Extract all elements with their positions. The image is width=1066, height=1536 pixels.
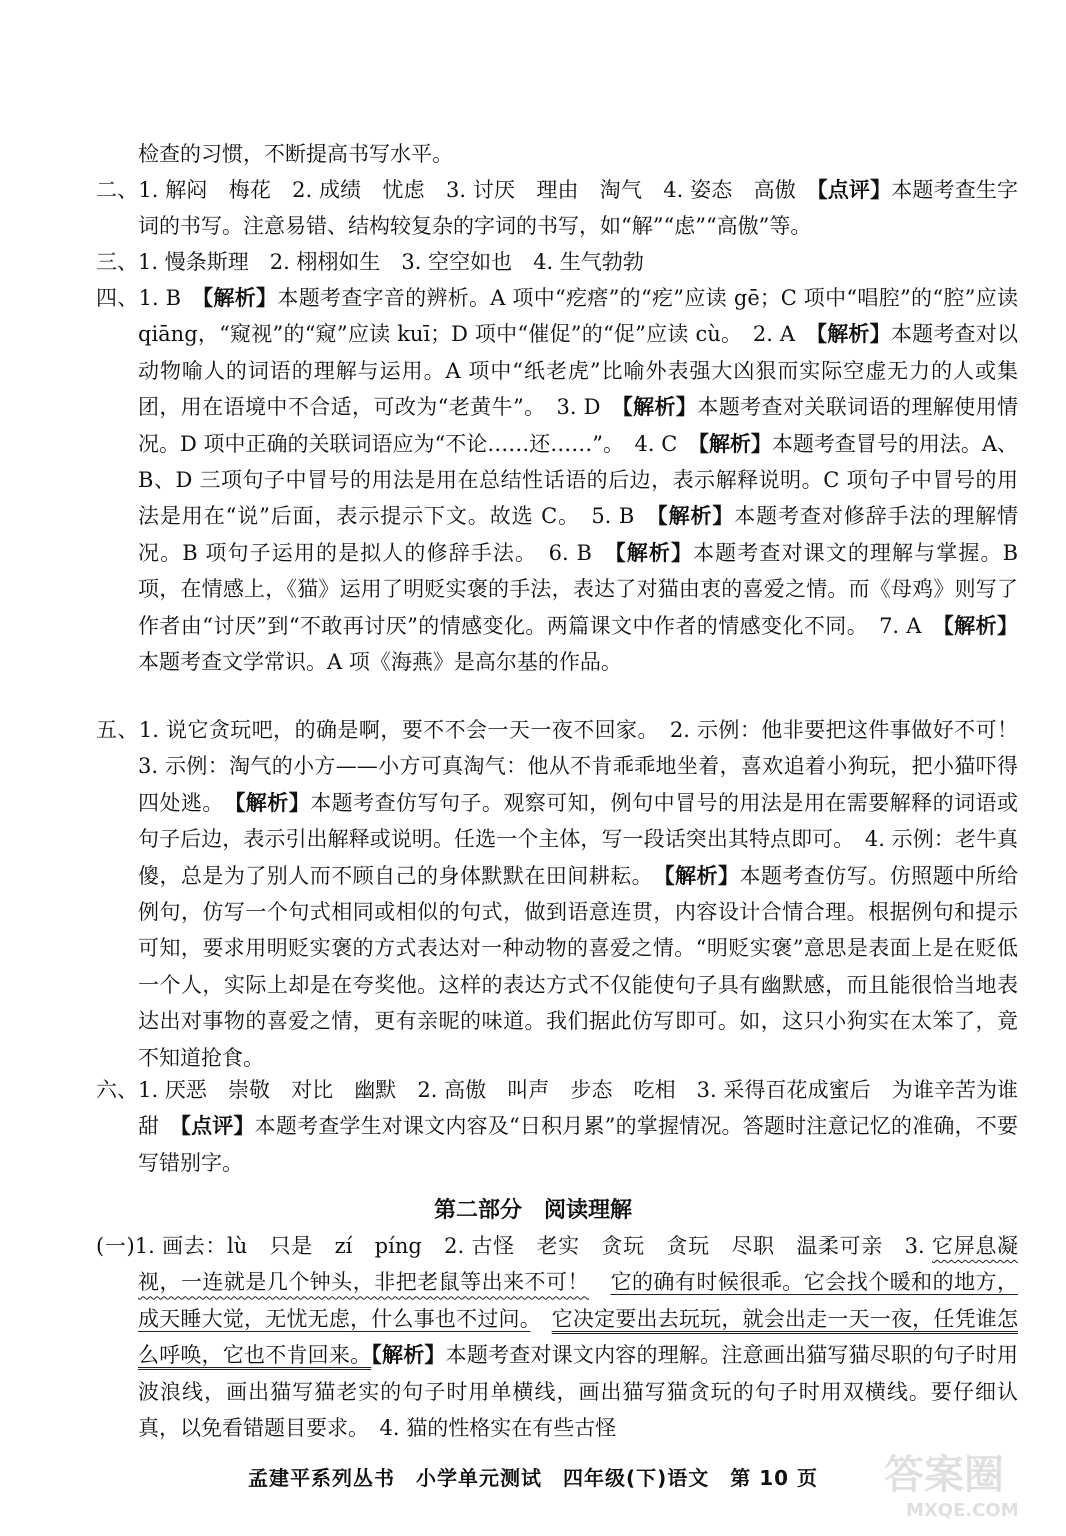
section-4-text: 本题考查文学常识。A 项《海燕》是高尔基的作品。: [138, 650, 622, 675]
intro-line: [96, 136, 1018, 172]
analysis-tag: 【解析】: [371, 1342, 446, 1368]
section-4-text: 本题考查对关联词语的理解使用情况。D 项中正确的关联词语应为“不论……还……”。 4. C: [138, 395, 1018, 456]
section-5-text: 本题考查仿写句子。观察可知，例句中冒号的用法是用在需要解释的词语或句子后边，表示引出解释或说明。任选一个主体，写一段话突出其特点即可。 4. 示例：老牛真傻，总是为了别人而不顾自己的身体默默在田间耕耘。: [138, 790, 1019, 888]
analysis-tag: 【解析】: [943, 612, 1019, 638]
watermark-sub: MXQE.COM: [906, 1500, 1019, 1521]
spacer: [589, 1270, 610, 1294]
section-6-text: 本题考查学生对课文内容及“日积月累”的掌握情况。答题时注意记忆的准确，不要写错别字。: [138, 1114, 1019, 1175]
section-5: [96, 712, 1040, 1076]
section-4-text: 本题考查字音的辨析。A 项中“疙瘩”的“疙”应读 gē；C 项中“唱腔”的“腔”应读 qiāng，“窥视”的“窥”应读 kuī；D 项中“催促”的“促”应读 cù。 2. A: [138, 286, 1019, 347]
section-4-text: 本题考查对修辞手法的理解情况。B 项句子运用的是拟人的修辞手法。 6. B: [138, 504, 1019, 565]
section-3-head: 三、: [96, 250, 138, 274]
analysis-tag: 【解析】: [202, 285, 278, 310]
analysis-tag: 【解析】: [657, 503, 735, 529]
section-4-text: 本题考查冒号的用法。A、B、D 三项句子中冒号的用法是用在总结性话语的后边，表示解释说明。C 项句子中冒号的用法是用在“说”后面，表示提示下文。故选 C。 5. B: [138, 431, 1019, 529]
section-4-text: 本题考查对课文的理解与掌握。B 项，在情感上，《猫》运用了明贬实褒的手法，表达了对猫由衷的喜爱之情。而《母鸡》则写了作者由“讨厌”到“不敢再讨厌”的情感变化。两篇课文中作者的情感变化不同。 7. A: [138, 540, 1019, 638]
section-4: [96, 280, 1018, 680]
page-footer: 孟建平系列丛书 小学单元测试 四年级(下)语文 第 10 页: [247, 1466, 819, 1490]
section-4-head: 四、: [96, 286, 139, 310]
section-4-text: 本题考查对以动物喻人的词语的理解与运用。A 项中“纸老虎”比喻外表强大凶狠而实际空虚无力的人或集团，用在语境中不合适，可改为“老黄牛”。 3. D: [138, 322, 1019, 420]
section-5-text: 本题考查仿写。仿照题中所给例句，仿写一个句式相同或相似的句式，做到语意连贯，内容设计合情合理。根据例句和提示可知，要求用明贬实褒的方式表达对一种动物的喜爱之情。“明贬实褒”意思是表面上是在贬低一个人，实际上却是在夸奖他。这样的表达方式不仅能使句子具有幽默感，而且能很恰当地表达出对事物的喜爱之情，更有亲昵的味道。我们据此仿写即可。如，这只小狗实在太笨了，竟不知道抢食。: [138, 863, 1019, 1070]
spacer: [530, 1307, 551, 1331]
analysis-tag: 【解析】: [816, 321, 891, 347]
reading-1: [96, 1228, 1018, 1446]
section-4-text: 1. B: [138, 286, 203, 310]
reading-1-text: 1. 画去：lù 只是 zí píng 2. 古怪 老实 贪玩 贪玩 尽职 温柔可亲 3.: [134, 1234, 933, 1258]
section-6-head: 六、: [96, 1078, 139, 1102]
section-2: [96, 172, 1018, 245]
comment-tag: 【点评】: [180, 1113, 255, 1139]
wavy-underlined-sentence: 它屏息凝视，一连就是几个钟头，非把老鼠等出来不可！: [138, 1234, 1019, 1295]
section-2-comment: 本题考查生字词的书写。注意易错、结构较复杂的字词的书写，如“解”“虑”“高傲”等。: [138, 178, 1019, 239]
section-2-head: 二、: [96, 178, 139, 202]
intro-text: 检查的习惯，不断提高书写水平。: [138, 142, 453, 166]
section-6-text: 1. 厌恶 崇敬 对比 幽默 2. 高傲 叫声 步态 吃相 3. 采得百花成蜜后 为谁辛苦为谁甜: [138, 1078, 1018, 1139]
reading-1-head: (一): [96, 1234, 135, 1258]
comment-tag: 【点评】: [817, 177, 892, 202]
analysis-tag: 【解析】: [622, 394, 698, 420]
watermark-logo: [876, 1444, 1046, 1524]
reading-1-text: 本题考查对课文内容的理解。注意画出猫写猫尽职的句子时用波浪线，画出猫写猫老实的句子时用单横线，画出猫写猫贪玩的句子时用双横线。要仔细认真，以免看错题目要求。 4. 猫的性格实在有些古怪: [138, 1343, 1019, 1441]
analysis-tag: 【解析】: [664, 862, 740, 888]
analysis-tag: 【解析】: [698, 430, 772, 456]
section-2-answers: 1. 解闷 梅花 2. 成绩 忧虑 3. 讨厌 理由 淘气 4. 姿态 高傲: [138, 178, 818, 202]
single-underlined-sentence: 它的确有时候很乖。它会找个暖和的地方，成天睡大觉，无忧无虑，什么事也不过问。: [138, 1270, 1019, 1331]
watermark-main: 答案圈: [884, 1452, 1004, 1498]
analysis-tag: 【解析】: [234, 789, 311, 815]
analysis-tag: 【解析】: [615, 539, 694, 565]
section-5-text: 1. 说它贪玩吧，的确是啊，要不不会一天一夜不回家。 2. 示例：他非要把这件事做好不可！ 3. 示例：淘气的小方——小方可真淘气：他从不肯乖乖地坐着，喜欢追着小狗玩，把小猫吓得四处逃。: [138, 718, 1040, 815]
part-2-title: 第二部分 阅读理解: [433, 1198, 632, 1223]
section-3: [96, 244, 1018, 280]
section-3-answers: 1. 慢条斯理 2. 栩栩如生 3. 空空如也 4. 生气勃勃: [138, 250, 644, 274]
section-5-head: 五、: [96, 718, 139, 742]
double-underlined-sentence: 它决定要出去玩玩，就会出走一天一夜，任凭谁怎么呼唤，它也不肯回来。: [138, 1306, 1019, 1368]
section-6: [96, 1072, 1018, 1181]
